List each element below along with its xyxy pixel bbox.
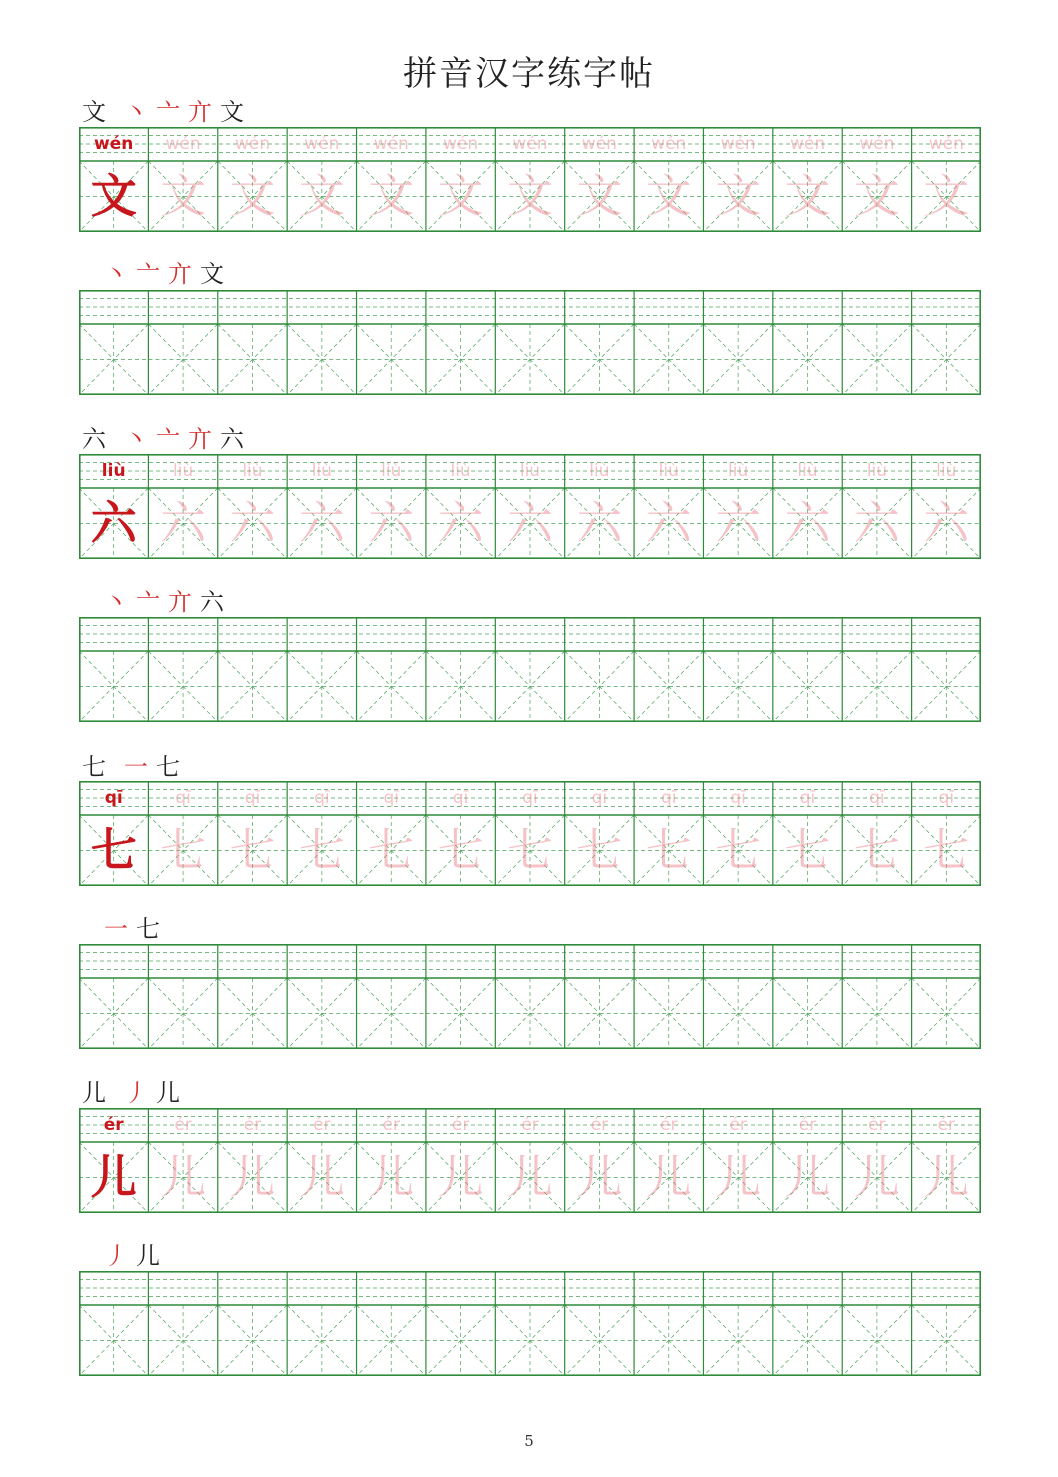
trace-pinyin: qī (869, 788, 885, 808)
writing-cell[interactable] (218, 1271, 287, 1376)
stroke-order-repeat (104, 1236, 168, 1268)
trace-character[interactable]: 儿 (645, 1150, 692, 1204)
model-character: 儿 (90, 1150, 137, 1204)
writing-cell[interactable] (148, 617, 217, 722)
trace-pinyin: qī (314, 788, 330, 808)
trace-character[interactable]: 儿 (160, 1150, 207, 1204)
trace-pinyin: ér (937, 1115, 956, 1135)
trace-character[interactable]: 七 (368, 823, 415, 877)
writing-cell[interactable] (79, 290, 148, 395)
writing-cell[interactable] (634, 290, 703, 395)
trace-pinyin: qī (660, 788, 677, 808)
trace-character[interactable]: 七 (853, 823, 900, 877)
trace-pinyin: ér (521, 1115, 539, 1135)
writing-cell[interactable] (773, 1271, 842, 1376)
stroke-step: 六 (220, 425, 244, 453)
stroke-step: 丿 (104, 1242, 128, 1270)
blank-practice-grid (79, 1271, 981, 1376)
writing-cell[interactable] (842, 290, 911, 395)
writing-cell[interactable] (634, 944, 703, 1049)
writing-cell[interactable] (218, 290, 287, 395)
stroke-step: 亣 (168, 588, 192, 616)
writing-cell[interactable] (357, 290, 426, 395)
trace-character[interactable]: 文 (645, 169, 692, 223)
stroke-order-line (82, 747, 188, 779)
trace-character[interactable]: 七 (576, 823, 623, 877)
trace-character[interactable]: 文 (506, 169, 553, 223)
writing-cell[interactable] (148, 290, 217, 395)
trace-character[interactable]: 文 (229, 169, 276, 223)
trace-character[interactable]: 六 (576, 496, 623, 550)
trace-pinyin: qī (938, 788, 955, 808)
writing-cell[interactable] (495, 944, 564, 1049)
writing-cell[interactable] (287, 617, 356, 722)
model-character: 七 (90, 823, 137, 877)
trace-character[interactable]: 儿 (229, 1150, 276, 1204)
writing-cell[interactable] (495, 617, 564, 722)
trace-pinyin: ér (660, 1115, 678, 1135)
tracing-grid (79, 127, 981, 232)
lead-character: 文 (82, 98, 106, 126)
writing-cell[interactable] (842, 617, 911, 722)
model-character: 六 (90, 496, 137, 550)
trace-pinyin: ér (451, 1115, 470, 1135)
trace-pinyin: liù (936, 461, 957, 481)
trace-character[interactable]: 文 (853, 169, 900, 223)
lead-character: 六 (82, 425, 106, 453)
writing-cell[interactable] (634, 1271, 703, 1376)
writing-cell[interactable] (703, 290, 772, 395)
writing-cell[interactable] (703, 1271, 772, 1376)
trace-character[interactable]: 文 (298, 169, 345, 223)
trace-pinyin: ér (243, 1115, 262, 1135)
trace-pinyin: liù (172, 461, 194, 481)
trace-character[interactable]: 六 (437, 496, 484, 550)
writing-cell[interactable] (426, 617, 495, 722)
stroke-step: 一 (104, 915, 128, 943)
trace-character[interactable]: 儿 (853, 1150, 900, 1204)
trace-pinyin: ér (174, 1115, 192, 1135)
blank-practice-grid (79, 290, 981, 395)
trace-character[interactable]: 儿 (506, 1150, 553, 1204)
stroke-order-line (82, 1073, 188, 1105)
blank-practice-grid (79, 617, 981, 722)
writing-cell[interactable] (912, 617, 981, 722)
writing-cell[interactable] (565, 1271, 634, 1376)
writing-cell[interactable] (426, 944, 495, 1049)
trace-pinyin: wén (720, 134, 756, 154)
trace-pinyin: ér (590, 1115, 609, 1135)
trace-character[interactable]: 七 (506, 823, 553, 877)
trace-character[interactable]: 儿 (437, 1150, 484, 1204)
stroke-step: 亠 (156, 425, 180, 453)
writing-cell[interactable] (565, 944, 634, 1049)
stroke-step: 丶 (104, 588, 128, 616)
trace-character[interactable]: 文 (923, 169, 970, 223)
trace-character[interactable]: 儿 (923, 1150, 970, 1204)
lead-character: 七 (82, 753, 106, 781)
stroke-step: 七 (136, 915, 160, 943)
trace-pinyin: wén (789, 134, 826, 154)
writing-cell[interactable] (357, 1271, 426, 1376)
model-pinyin: liù (101, 461, 126, 481)
trace-pinyin: qī (383, 788, 399, 808)
stroke-step: 一 (124, 753, 148, 781)
trace-pinyin: qī (730, 788, 746, 808)
trace-character[interactable]: 七 (923, 823, 970, 877)
trace-pinyin: wén (651, 134, 687, 154)
trace-character[interactable]: 六 (784, 496, 831, 550)
trace-pinyin: qī (175, 788, 191, 808)
stroke-step: 丿 (124, 1079, 148, 1107)
trace-pinyin: wén (443, 134, 479, 154)
tracing-grid (79, 454, 981, 559)
trace-character[interactable]: 七 (715, 823, 762, 877)
writing-cell[interactable] (703, 944, 772, 1049)
trace-character[interactable]: 六 (229, 496, 276, 550)
stroke-order-line (82, 419, 252, 451)
trace-pinyin: wén (859, 134, 895, 154)
trace-character[interactable]: 七 (298, 823, 345, 877)
trace-character[interactable]: 文 (160, 169, 207, 223)
trace-character[interactable]: 七 (784, 823, 831, 877)
writing-cell[interactable] (842, 1271, 911, 1376)
trace-pinyin: liù (519, 461, 541, 481)
writing-cell[interactable] (79, 1271, 148, 1376)
model-pinyin: wén (94, 134, 134, 154)
stroke-step: 亠 (156, 98, 180, 126)
trace-pinyin: liù (242, 461, 263, 481)
stroke-step: 丶 (124, 98, 148, 126)
stroke-step: 七 (156, 753, 180, 781)
writing-cell[interactable] (495, 290, 564, 395)
stroke-step: 文 (220, 98, 244, 126)
writing-cell[interactable] (218, 617, 287, 722)
stroke-step: 亣 (188, 98, 212, 126)
stroke-step: 亠 (136, 260, 160, 288)
model-pinyin: qī (104, 788, 123, 808)
trace-pinyin: liù (450, 461, 471, 481)
trace-character[interactable]: 六 (160, 496, 207, 550)
trace-pinyin: qī (591, 788, 608, 808)
trace-character[interactable]: 六 (923, 496, 970, 550)
stroke-order-line (82, 92, 252, 124)
trace-character[interactable]: 文 (784, 169, 831, 223)
trace-pinyin: wén (928, 134, 964, 154)
writing-cell[interactable] (634, 617, 703, 722)
trace-pinyin: liù (658, 461, 679, 481)
trace-character[interactable]: 六 (715, 496, 762, 550)
writing-cell[interactable] (287, 1271, 356, 1376)
stroke-step: 丶 (124, 425, 148, 453)
writing-cell[interactable] (565, 290, 634, 395)
trace-pinyin: qī (452, 788, 469, 808)
trace-character[interactable]: 七 (229, 823, 276, 877)
trace-character[interactable]: 儿 (715, 1150, 762, 1204)
writing-cell[interactable] (426, 1271, 495, 1376)
writing-cell[interactable] (148, 944, 217, 1049)
writing-cell[interactable] (773, 290, 842, 395)
trace-character[interactable]: 儿 (298, 1150, 345, 1204)
trace-pinyin: ér (798, 1115, 817, 1135)
trace-character[interactable]: 儿 (368, 1150, 415, 1204)
trace-character[interactable]: 文 (437, 169, 484, 223)
blank-practice-grid (79, 944, 981, 1049)
trace-pinyin: wén (165, 134, 201, 154)
writing-cell[interactable] (842, 944, 911, 1049)
trace-pinyin: liù (311, 461, 332, 481)
writing-cell[interactable] (703, 617, 772, 722)
trace-pinyin: ér (382, 1115, 400, 1135)
stroke-step: 文 (200, 260, 224, 288)
trace-pinyin: ér (868, 1115, 886, 1135)
stroke-order-repeat (104, 582, 232, 614)
model-character: 文 (90, 169, 137, 223)
trace-pinyin: wén (512, 134, 548, 154)
trace-character[interactable]: 六 (298, 496, 345, 550)
writing-cell[interactable] (148, 1271, 217, 1376)
writing-cell[interactable] (357, 944, 426, 1049)
writing-cell[interactable] (773, 617, 842, 722)
trace-pinyin: liù (728, 461, 749, 481)
stroke-order-repeat (104, 254, 232, 286)
stroke-step: 亠 (136, 588, 160, 616)
writing-cell[interactable] (79, 944, 148, 1049)
trace-character[interactable]: 六 (506, 496, 553, 550)
writing-cell[interactable] (287, 290, 356, 395)
trace-character[interactable]: 六 (853, 496, 900, 550)
stroke-step: 丶 (104, 260, 128, 288)
trace-pinyin: qī (799, 788, 816, 808)
page-number: 5 (524, 1432, 534, 1450)
writing-cell[interactable] (912, 290, 981, 395)
trace-pinyin: liù (866, 461, 888, 481)
writing-cell[interactable] (912, 1271, 981, 1376)
trace-pinyin: ér (729, 1115, 747, 1135)
writing-cell[interactable] (565, 617, 634, 722)
trace-character[interactable]: 七 (437, 823, 484, 877)
trace-character[interactable]: 文 (368, 169, 415, 223)
trace-character[interactable]: 儿 (576, 1150, 623, 1204)
trace-pinyin: wén (304, 134, 340, 154)
trace-pinyin: liù (589, 461, 610, 481)
stroke-order-repeat (104, 909, 168, 941)
trace-character[interactable]: 七 (160, 823, 207, 877)
trace-character[interactable]: 儿 (784, 1150, 831, 1204)
writing-cell[interactable] (79, 617, 148, 722)
page-title: 拼音汉字练字帖 (403, 54, 655, 94)
writing-cell[interactable] (218, 944, 287, 1049)
writing-cell[interactable] (912, 944, 981, 1049)
trace-character[interactable]: 六 (368, 496, 415, 550)
stroke-step: 儿 (136, 1242, 160, 1270)
trace-pinyin: liù (797, 461, 818, 481)
trace-pinyin: wén (581, 134, 617, 154)
trace-pinyin: qī (244, 788, 261, 808)
writing-cell[interactable] (495, 1271, 564, 1376)
trace-pinyin: wén (373, 134, 409, 154)
stroke-step: 六 (200, 588, 224, 616)
trace-character[interactable]: 文 (715, 169, 762, 223)
writing-cell[interactable] (357, 617, 426, 722)
tracing-grid (79, 781, 981, 886)
stroke-step: 亣 (188, 425, 212, 453)
trace-pinyin: ér (313, 1115, 331, 1135)
tracing-grid (79, 1108, 981, 1213)
trace-character[interactable]: 七 (645, 823, 692, 877)
trace-character[interactable]: 文 (576, 169, 623, 223)
writing-cell[interactable] (287, 944, 356, 1049)
stroke-step: 儿 (156, 1079, 180, 1107)
model-pinyin: ér (103, 1115, 124, 1135)
trace-pinyin: wén (234, 134, 271, 154)
trace-character[interactable]: 六 (645, 496, 692, 550)
stroke-step: 亣 (168, 260, 192, 288)
trace-pinyin: liù (381, 461, 402, 481)
lead-character: 儿 (82, 1079, 106, 1107)
trace-pinyin: qī (522, 788, 538, 808)
writing-cell[interactable] (773, 944, 842, 1049)
writing-cell[interactable] (426, 290, 495, 395)
